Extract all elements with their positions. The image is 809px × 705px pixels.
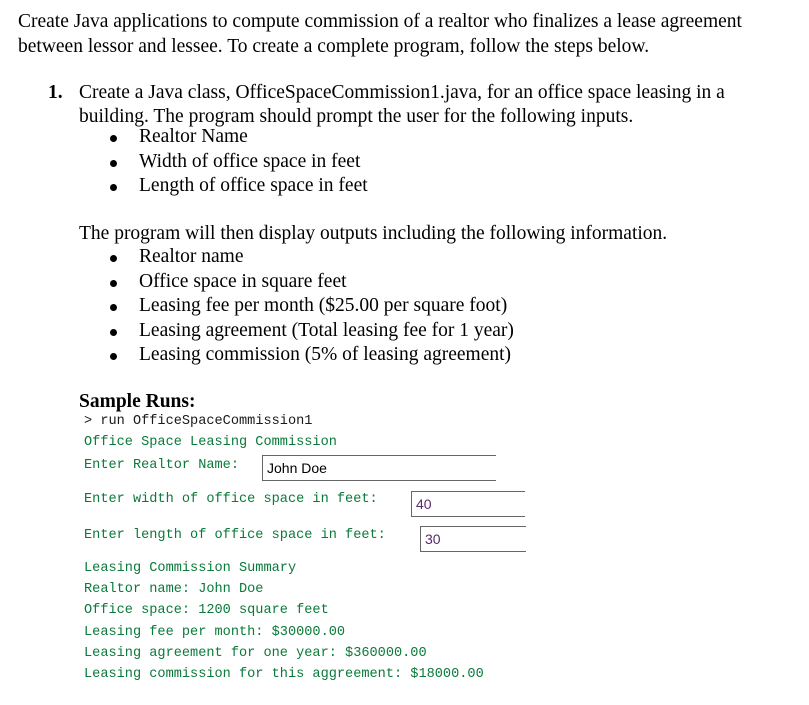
bullet-icon [110, 353, 117, 360]
bullet-icon [110, 329, 117, 336]
bullet-icon [110, 255, 117, 262]
command-class: OfficeSpaceCommission1 [132, 414, 313, 429]
summary-agreement: Leasing agreement for one year: $360000.00 [84, 646, 427, 661]
list-item [108, 245, 514, 270]
step-number: 1. [48, 82, 63, 103]
list-item [108, 294, 514, 319]
list-item-text: Width of office space in feet [139, 150, 361, 172]
list-item [108, 174, 368, 199]
summary-commission: Leasing commission for this aggreement: $18000.00 [84, 667, 484, 682]
list-item-text: Length of office space in feet [139, 175, 368, 196]
realtor-name-input[interactable]: John Doe [262, 455, 496, 481]
list-item [108, 343, 514, 368]
list-item [108, 270, 514, 295]
intro-line-2: between lessor and lessee. To create a complete program, follow the steps below. [18, 36, 650, 57]
prompt-realtor-name: Enter Realtor Name: [84, 458, 239, 473]
intro-line-1: Create Java applications to compute commission of a realtor who finalizes a lease agreement [18, 11, 742, 32]
list-item-text: Realtor name [139, 246, 244, 267]
intro-paragraph [18, 9, 798, 59]
command-line [84, 413, 312, 431]
console-title: Office Space Leasing Commission [84, 435, 337, 450]
step-line-1: Create a Java class, OfficeSpaceCommission1.java, for an office space leasing in a [79, 82, 725, 103]
list-item-text: Office space in square feet [139, 270, 347, 292]
bullet-icon [110, 184, 117, 191]
list-item [108, 125, 368, 150]
list-item [108, 319, 514, 344]
width-input[interactable]: 40 [411, 491, 525, 517]
step-line-2: building. The program should prompt the user for the following inputs. [79, 106, 634, 127]
list-item [108, 150, 368, 175]
bullet-icon [110, 160, 117, 167]
bullet-icon [110, 135, 117, 142]
command-prompt: > run [84, 414, 133, 429]
inputs-list [108, 125, 368, 199]
summary-fee: Leasing fee per month: $30000.00 [84, 625, 346, 640]
list-item-text: Realtor Name [139, 126, 248, 147]
bullet-icon [110, 280, 117, 287]
list-item-text: Leasing fee per month ($25.00 per square foot) [139, 295, 508, 316]
sample-runs-heading: Sample Runs: [79, 391, 196, 412]
step-text [79, 81, 779, 129]
prompt-length: Enter length of office space in feet: [84, 528, 386, 543]
summary-title: Leasing Commission Summary [84, 561, 297, 576]
length-input[interactable]: 30 [420, 526, 526, 552]
outputs-intro: The program will then display outputs including the following information. [79, 223, 668, 244]
list-item-text: Leasing commission (5% of leasing agreement) [139, 344, 512, 365]
summary-space: Office space: 1200 square feet [84, 603, 329, 618]
prompt-width: Enter width of office space in feet: [84, 492, 378, 507]
outputs-list [108, 245, 514, 368]
bullet-icon [110, 304, 117, 311]
list-item-text: Leasing agreement (Total leasing fee for 1 year) [139, 319, 514, 341]
summary-realtor: Realtor name: John Doe [84, 582, 264, 597]
